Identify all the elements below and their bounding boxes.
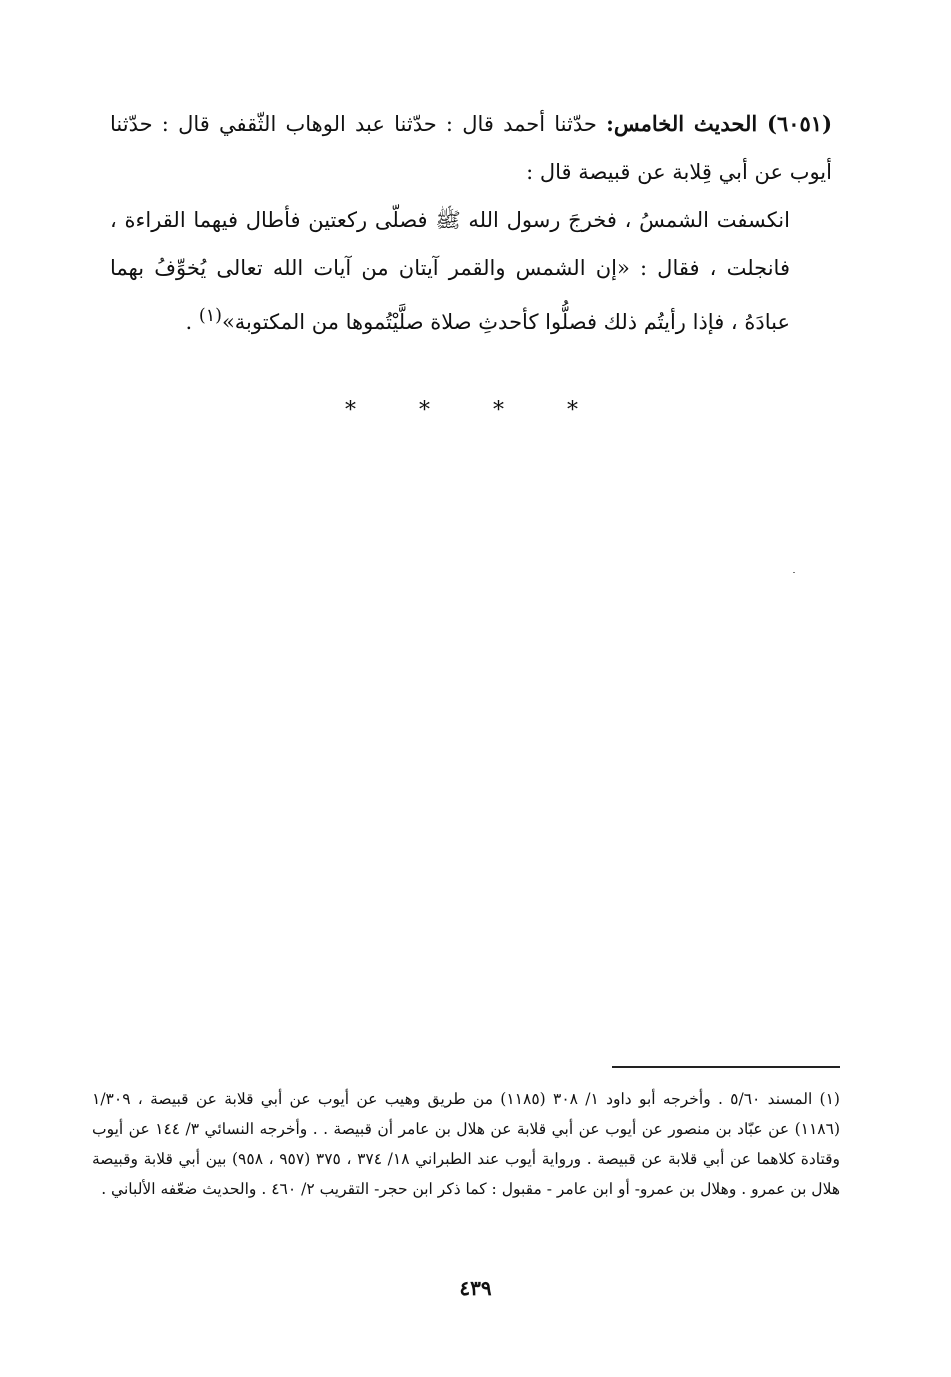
hadith-end: . bbox=[185, 310, 199, 334]
footnote-1: (١) المسند ٥/٦٠ . وأخرجه أبو داود ١/ ٣٠٨ (١١٨٥) من طريق وهيب عن أيوب عن أبي قلابة عن قبيصة ، ١/٣٠٩ (١١٨٦) عن عبّاد بن منصور عن أيوب عن أبي قلابة عن هلال بن عامر أن قبيصة . . وأخرجه النسائي ٣/ ١٤٤ عن أيوب وقتادة كلاهما عن أبي قلابة عن قبيصة . ورواية أيوب عند الطبراني ١٨/ ٣٧٤ ، ٣٧٥ (٩٥٧ ، ٩٥٨) بين أبي قلابة وقبيصة هلال بن عمرو . وهلال بن عمرو- أو ابن عامر - مقبول : كما ذكر ابن حجر- التقريب ٢/ ٤٦٠ . والحديث ضعّفه الألباني . bbox=[92, 1090, 841, 1198]
section-separator: * * * * bbox=[345, 398, 606, 423]
hadith-body-paragraph bbox=[110, 196, 832, 346]
page-number: ٤٣٩ bbox=[459, 1276, 492, 1300]
footnote-marker: (١) bbox=[198, 306, 222, 326]
hadith-heading: (٦٠٥١) الحديث الخامس: bbox=[606, 111, 833, 136]
footnotes bbox=[92, 1084, 840, 1204]
footnote-rule bbox=[612, 1066, 840, 1068]
hadith-body: انكسفت الشمسُ ، فخرجَ رسول الله ﷺ فصلّى ركعتين فأطال فيهما القراءة ، فانجلت ، فقال : «إن الشمس والقمر آيتان من آيات الله تعالى يُخوِّفُ بهما عبادَهُ ، فإذا رأيتُم ذلك فصلُّوا كأحدثِ صلاة صلَّيْتُموها من المكتوبة» bbox=[110, 208, 790, 334]
hadith-chain: حدّثنا أحمد قال : حدّثنا عبد الوهاب الثّقفي قال : حدّثنا أيوب عن أبي قِلابة عن قبيصة قال : bbox=[110, 112, 832, 184]
hadith-block bbox=[110, 100, 832, 346]
scan-speck bbox=[793, 572, 795, 573]
hadith-chain-paragraph bbox=[110, 100, 832, 196]
